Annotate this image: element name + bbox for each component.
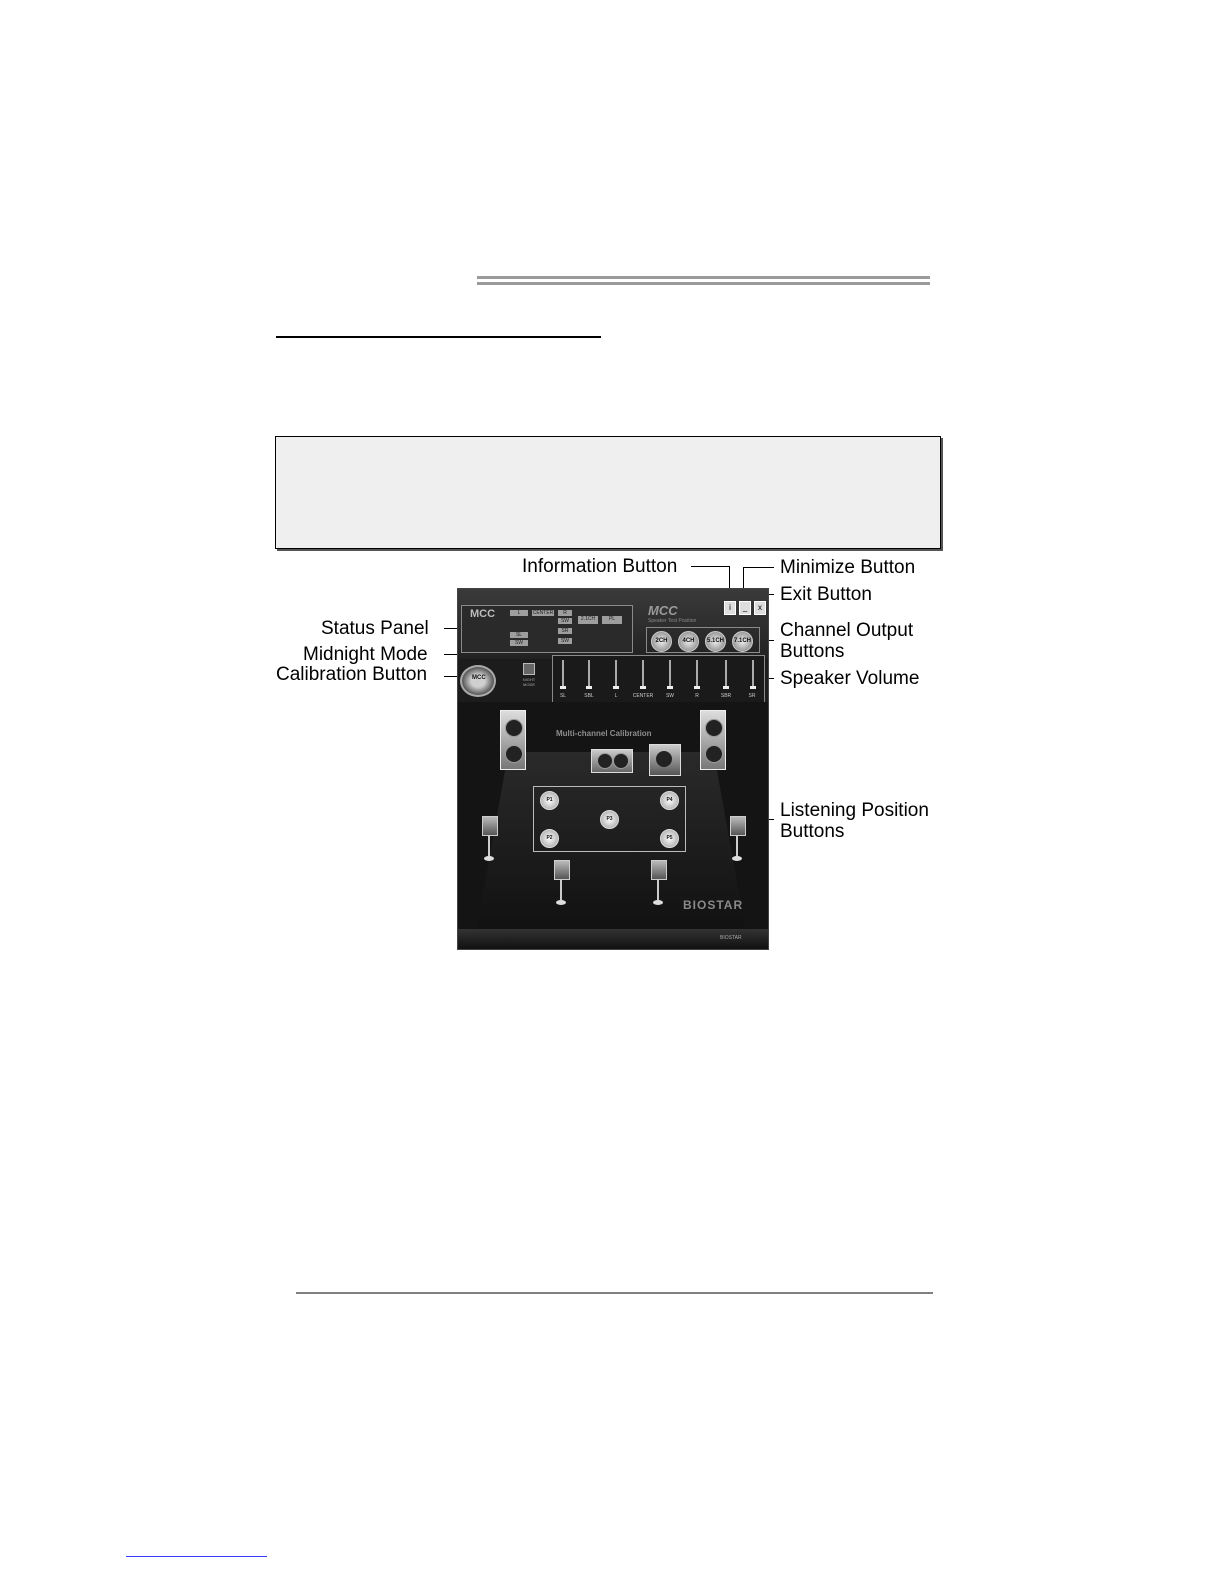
speaker-subwoofer[interactable] — [649, 744, 681, 776]
volume-knob[interactable] — [560, 686, 566, 689]
listening-position-p1-button[interactable]: P1 — [540, 791, 559, 810]
status-cell: SL — [510, 632, 528, 638]
speaker-cone-icon — [656, 751, 672, 767]
channel-5-1ch-button[interactable]: 5.1CH — [705, 631, 726, 652]
status-cell: CENTER — [532, 610, 554, 616]
speaker-center[interactable] — [591, 749, 633, 773]
channel-7-1ch-button[interactable]: 7.1CH — [732, 631, 753, 652]
label-speaker-volume: Speaker Volume — [780, 668, 920, 689]
volume-knob[interactable] — [750, 686, 756, 689]
information-button[interactable]: i — [724, 601, 736, 615]
speaker-pole — [560, 879, 562, 901]
speaker-front-left[interactable] — [500, 710, 526, 770]
volume-knob[interactable] — [640, 686, 646, 689]
volume-label: SBL — [584, 693, 594, 699]
speaker-cone-icon — [597, 753, 613, 769]
speaker-head — [730, 816, 746, 836]
note-box — [275, 436, 941, 549]
label-channel-output-2: Buttons — [780, 641, 845, 662]
volume-label: R — [695, 693, 699, 699]
speaker-pole — [736, 835, 738, 857]
speaker-cone-icon — [505, 745, 523, 763]
speaker-base — [653, 900, 663, 905]
volume-knob[interactable] — [667, 686, 673, 689]
speaker-stage — [458, 702, 768, 949]
volume-label: CENTER — [632, 693, 654, 699]
volume-slider[interactable] — [696, 660, 698, 688]
footer-rule — [296, 1292, 933, 1294]
speaker-base — [556, 900, 566, 905]
speaker-front-right[interactable] — [700, 710, 726, 770]
status-panel — [461, 605, 633, 653]
minimize-button[interactable]: _ — [739, 601, 751, 615]
footer-link-underline — [126, 1556, 267, 1557]
volume-slider[interactable] — [562, 660, 564, 688]
calibration-button[interactable] — [460, 665, 496, 697]
volume-label: SW — [665, 693, 675, 699]
volume-slider[interactable] — [725, 660, 727, 688]
volume-slider[interactable] — [752, 660, 754, 688]
channel-4ch-button[interactable]: 4CH — [678, 631, 699, 652]
listening-position-p2-button[interactable]: P2 — [540, 829, 559, 848]
speaker-cone-icon — [505, 719, 523, 737]
status-cell: SR — [558, 628, 572, 634]
label-exit-button: Exit Button — [780, 584, 872, 605]
volume-label: SBR — [720, 693, 732, 699]
biostar-logo: BIOSTAR — [683, 898, 744, 912]
status-cell: SW — [558, 638, 572, 644]
speaker-back-left[interactable] — [554, 860, 568, 908]
volume-knob[interactable] — [694, 686, 700, 689]
listening-position-p4-button[interactable]: P4 — [660, 791, 679, 810]
volume-slider[interactable] — [642, 660, 644, 688]
speaker-cone-icon — [613, 753, 629, 769]
label-calibration-button: Calibration Button — [276, 664, 428, 685]
speaker-base — [732, 856, 742, 861]
speaker-cone-icon — [705, 745, 723, 763]
status-cell: SW — [510, 640, 528, 646]
volume-knob[interactable] — [723, 686, 729, 689]
channel-output-buttons — [646, 627, 760, 653]
volume-slider[interactable] — [588, 660, 590, 688]
speaker-side-right[interactable] — [730, 816, 744, 864]
speaker-cone-icon — [705, 719, 723, 737]
speaker-volume-panel — [552, 655, 765, 703]
mcc-app-window — [457, 588, 769, 950]
volume-knob[interactable] — [613, 686, 619, 689]
exit-button[interactable]: x — [754, 601, 766, 615]
midnight-mode-label: NIGHT MODE — [522, 677, 536, 687]
status-cell: L — [510, 610, 528, 616]
channel-2ch-button[interactable]: 2CH — [651, 631, 672, 652]
status-panel-title: MCC — [470, 608, 496, 620]
status-cell: R — [558, 610, 572, 616]
listening-position-p5-button[interactable]: P5 — [660, 829, 679, 848]
midnight-mode-button[interactable] — [523, 663, 535, 675]
app-brand-title: MCC — [648, 603, 678, 618]
speaker-head — [651, 860, 667, 880]
section-heading-underline — [276, 336, 601, 338]
speaker-base — [484, 856, 494, 861]
leader-minimize — [743, 567, 774, 568]
speaker-head — [482, 816, 498, 836]
label-minimize-button: Minimize Button — [780, 557, 916, 578]
volume-knob[interactable] — [586, 686, 592, 689]
label-listening-position-1: Listening Position — [780, 800, 929, 821]
header-rule-top — [477, 276, 930, 279]
label-status-panel: Status Panel — [321, 618, 429, 639]
label-channel-output-1: Channel Output — [780, 620, 914, 641]
leader-information — [691, 566, 729, 567]
status-cell: PL — [602, 616, 622, 624]
volume-label: SR — [748, 693, 756, 699]
label-information-button: Information Button — [522, 556, 678, 577]
speaker-back-right[interactable] — [651, 860, 665, 908]
volume-label: SL — [559, 693, 567, 699]
corner-logo: BIOSTAR — [720, 935, 742, 941]
app-brand-subtitle: Speaker Test Position — [648, 618, 697, 624]
volume-slider[interactable] — [615, 660, 617, 688]
volume-slider[interactable] — [669, 660, 671, 688]
header-rule-bottom — [477, 282, 930, 285]
status-cell: SW — [558, 618, 572, 624]
speaker-pole — [488, 835, 490, 857]
listening-position-box — [533, 786, 686, 852]
label-listening-position-2: Buttons — [780, 821, 845, 842]
speaker-head — [554, 860, 570, 880]
status-cell: 2.1CH — [578, 616, 598, 624]
speaker-side-left[interactable] — [482, 816, 496, 864]
speaker-pole — [657, 879, 659, 901]
stage-title: Multi-channel Calibration — [556, 729, 652, 738]
label-midnight-mode: Midnight Mode — [303, 644, 428, 665]
volume-label: L — [614, 693, 618, 699]
listening-position-p3-button[interactable]: P3 — [600, 810, 619, 829]
calibration-button-label: MCC — [472, 675, 486, 681]
